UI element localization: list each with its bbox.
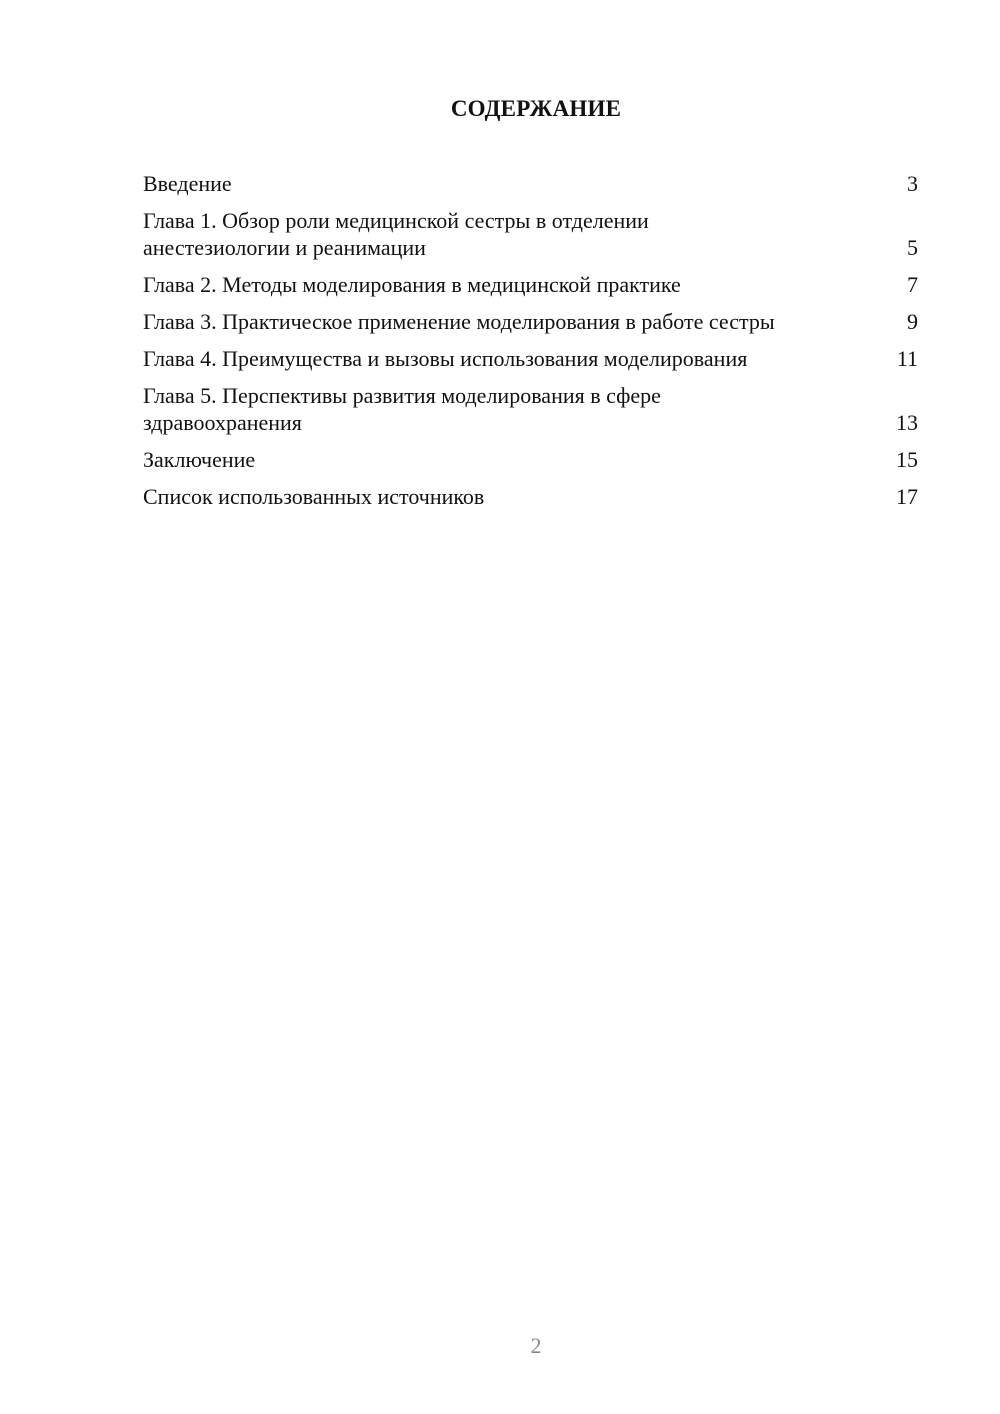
toc-entry-page: 9 xyxy=(907,309,918,334)
toc-entry-page: 3 xyxy=(907,171,918,196)
toc-entry-page: 7 xyxy=(907,272,918,297)
toc-entry-text: Глава 1. Обзор роли медицинской сестры в отделении анестезиологии и реанимации xyxy=(143,208,649,260)
toc-entry-chapter-1 xyxy=(143,207,918,261)
toc-entry-page: 13 xyxy=(896,410,918,435)
toc-entry-page: 11 xyxy=(896,346,918,371)
page-number: 2 xyxy=(530,1333,542,1358)
toc-entry-chapter-3 xyxy=(143,308,918,335)
toc-entry-page: 15 xyxy=(896,447,918,472)
toc-entry-chapter-5 xyxy=(143,382,918,436)
toc-entry-chapter-2 xyxy=(143,271,918,298)
toc-entry-page: 17 xyxy=(896,484,918,509)
toc-entry-text: Глава 4. Преимущества и вызовы использования моделирования xyxy=(143,346,748,371)
toc-entry-text: Глава 3. Практическое применение моделирования в работе сестры xyxy=(143,309,775,334)
table-of-contents xyxy=(143,170,918,520)
toc-entry-text: Заключение xyxy=(143,447,256,472)
toc-entry-text: Глава 2. Методы моделирования в медицинской практике xyxy=(143,272,681,297)
toc-entry-text: Введение xyxy=(143,171,232,196)
toc-entry-conclusion xyxy=(143,446,918,473)
toc-entry-references xyxy=(143,483,918,510)
toc-entry-text: Глава 5. Перспективы развития моделирования в сфере здравоохранения xyxy=(143,383,661,435)
toc-entry-text: Список использованных источников xyxy=(143,484,485,509)
toc-entry-introduction xyxy=(143,170,918,197)
toc-title: СОДЕРЖАНИЕ xyxy=(450,96,622,121)
toc-entry-chapter-4 xyxy=(143,345,918,372)
toc-entry-page: 5 xyxy=(907,235,918,260)
